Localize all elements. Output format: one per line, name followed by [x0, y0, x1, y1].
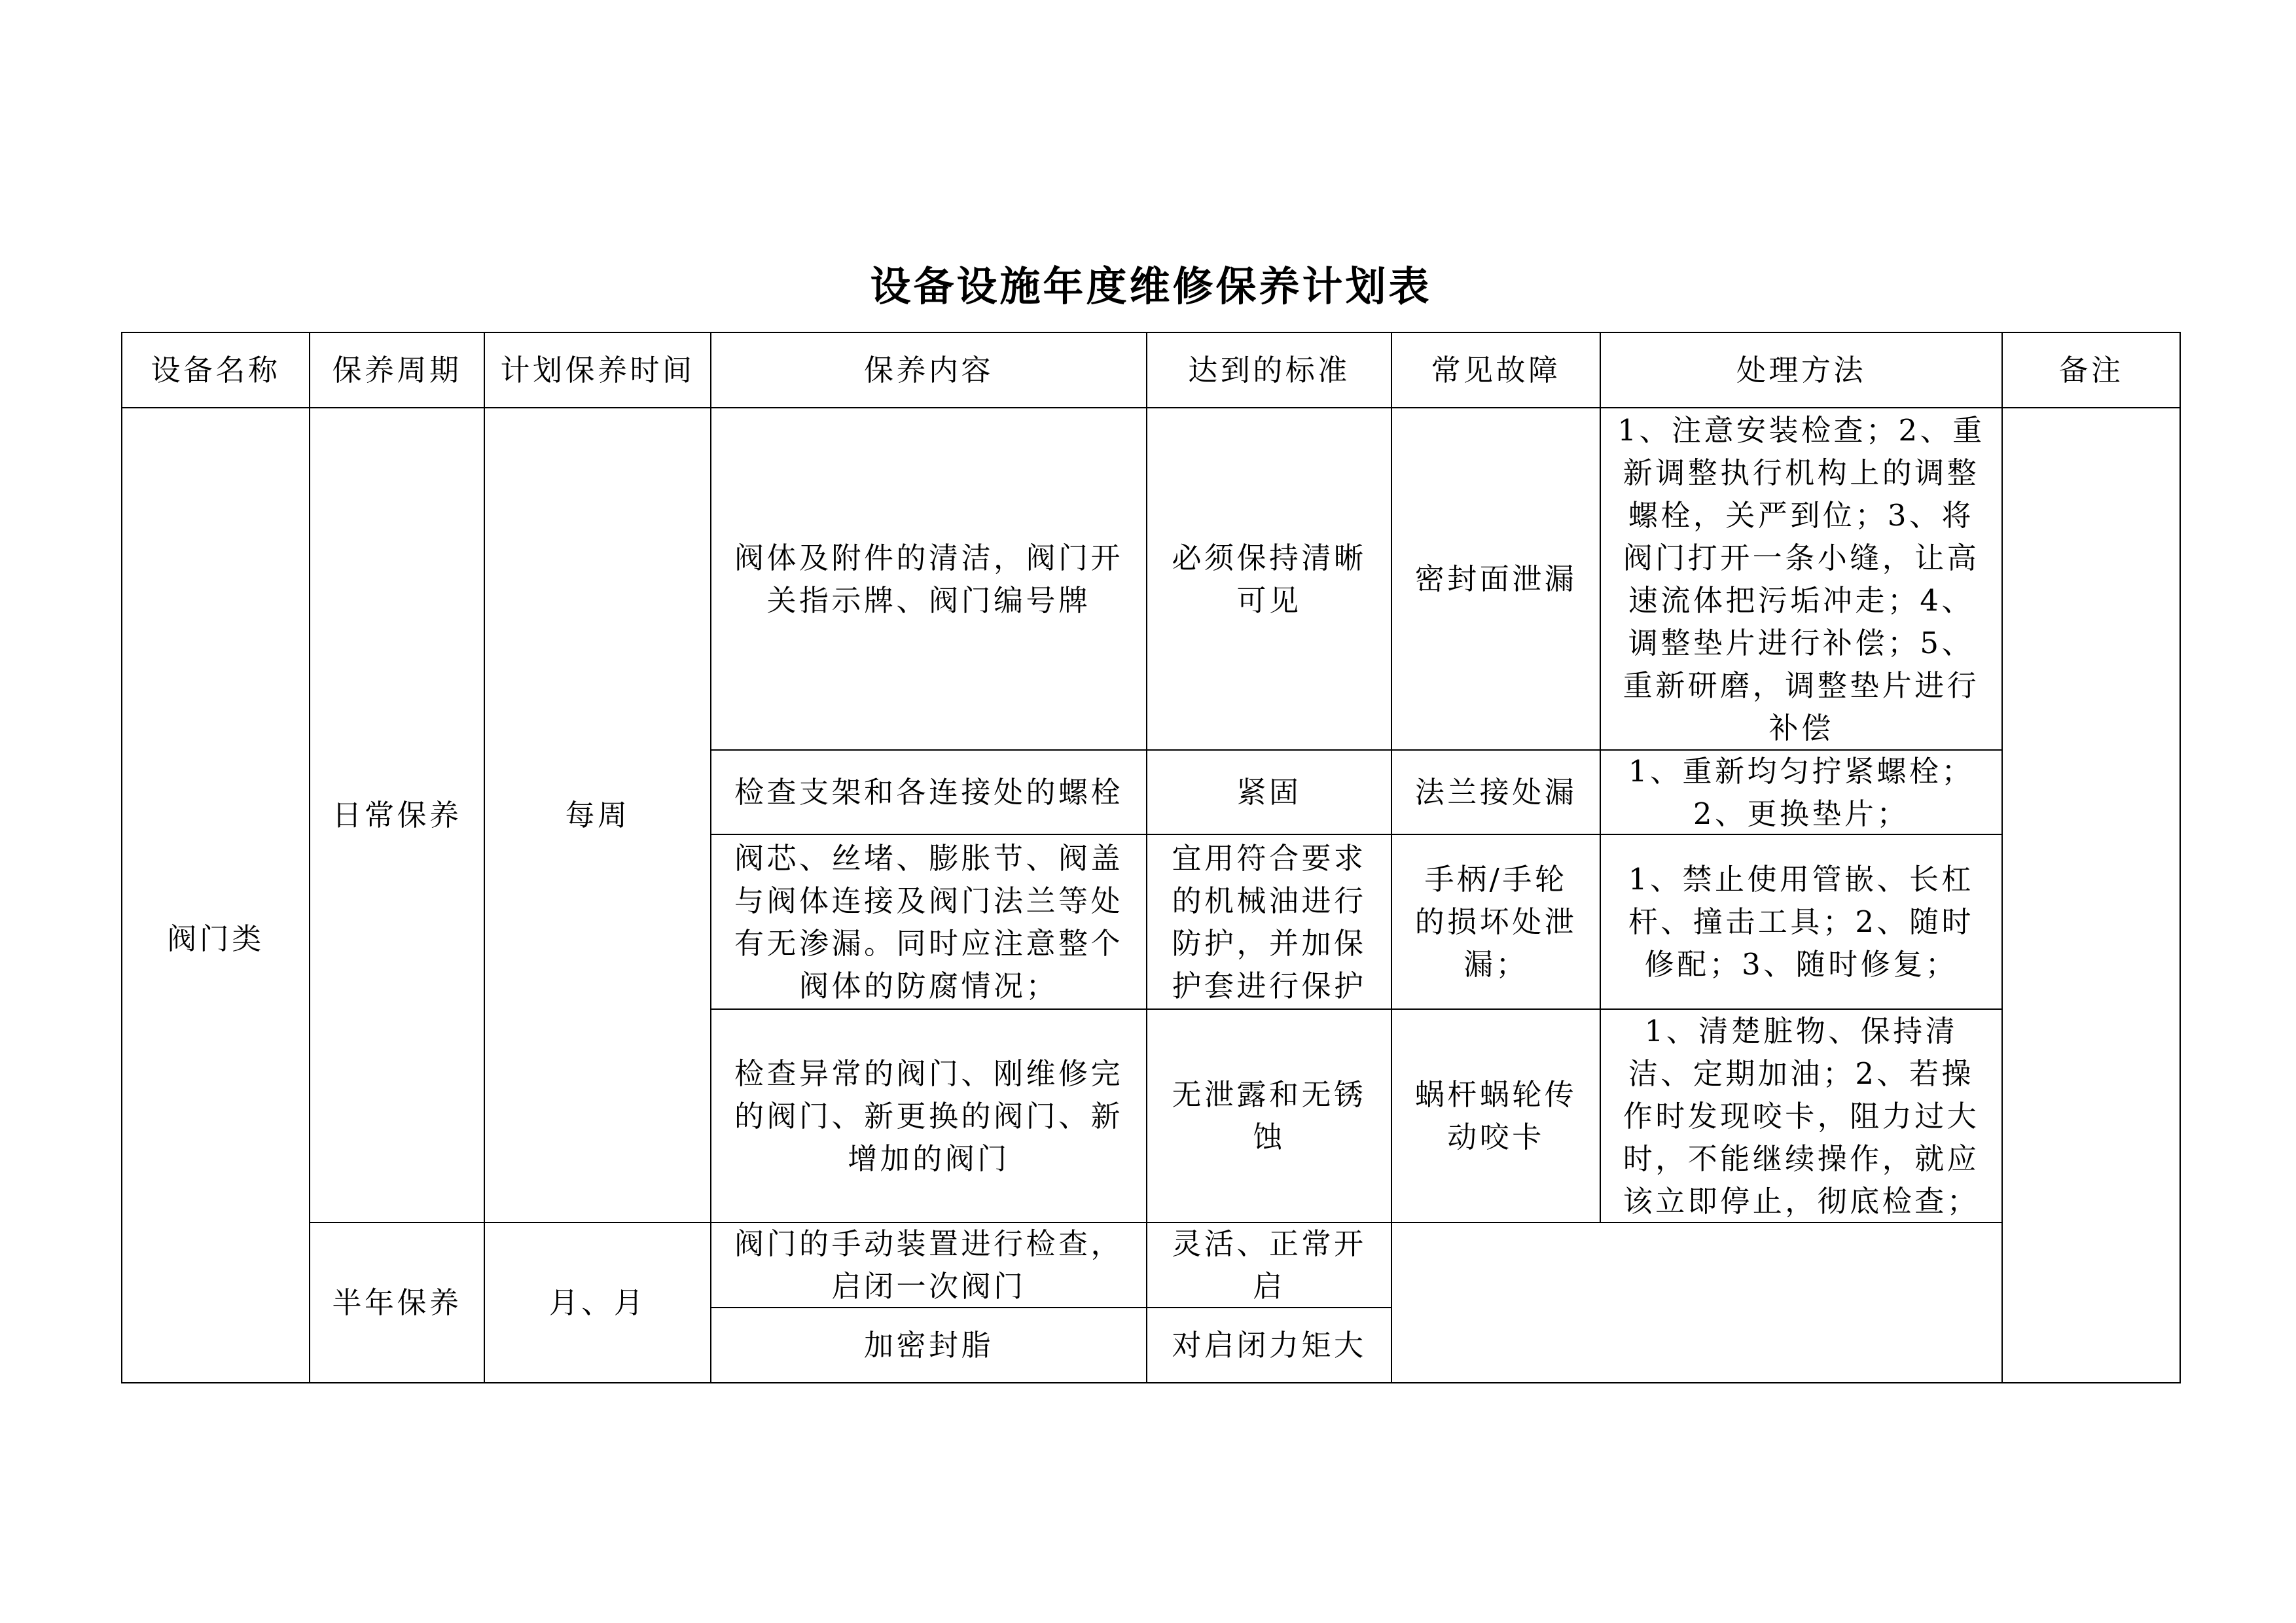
maintenance-cycle-cell: 半年保养: [309, 1222, 485, 1383]
standard-cell: 无泄露和无锈 蚀: [1146, 1008, 1392, 1223]
standard-cell: 对启闭力矩大: [1146, 1307, 1392, 1383]
treatment-method-cell: 1、清楚脏物、保持清 洁、定期加油；2、若操 作时发现咬卡，阻力过大 时，不能继续操作，就应 该立即停止，彻底检查；: [1600, 1008, 2003, 1223]
maintenance-content-cell: 检查异常的阀门、刚维修完 的阀门、新更换的阀门、新 增加的阀门: [710, 1008, 1147, 1223]
common-fault-cell: 密封面泄漏: [1391, 407, 1601, 751]
treatment-method-cell: 1、重新均匀拧紧螺栓； 2、更换垫片；: [1600, 749, 2003, 835]
header-common-fault: 常见故障: [1391, 332, 1601, 408]
maintenance-content-cell: 检查支架和各连接处的螺栓: [710, 749, 1147, 835]
header-planned-time: 计划保养时间: [484, 332, 711, 408]
maintenance-cycle-cell: 日常保养: [309, 407, 485, 1223]
header-remarks: 备注: [2001, 332, 2181, 408]
header-maintenance-content: 保养内容: [710, 332, 1147, 408]
maintenance-content-cell: 阀门的手动装置进行检查， 启闭一次阀门: [710, 1222, 1147, 1308]
empty-fault-method-cell: [1391, 1222, 2003, 1383]
treatment-method-cell: 1、禁止使用管嵌、长杠 杆、撞击工具；2、随时 修配；3、随时修复；: [1600, 834, 2003, 1010]
maintenance-content-cell: 加密封脂: [710, 1307, 1147, 1383]
header-equipment-name: 设备名称: [121, 332, 310, 408]
page-title: 设备设施年度维修保养计划表: [870, 262, 1432, 310]
standard-cell: 紧固: [1146, 749, 1392, 835]
header-treatment-method: 处理方法: [1600, 332, 2003, 408]
equipment-name-cell: 阀门类: [121, 407, 310, 1383]
standard-cell: 宜用符合要求 的机械油进行 防护，并加保 护套进行保护: [1146, 834, 1392, 1010]
common-fault-cell: 法兰接处漏: [1391, 749, 1601, 835]
maintenance-content-cell: 阀体及附件的清洁，阀门开 关指示牌、阀门编号牌: [710, 407, 1147, 751]
header-maintenance-cycle: 保养周期: [309, 332, 485, 408]
common-fault-cell: 蜗杆蜗轮传 动咬卡: [1391, 1008, 1601, 1223]
planned-time-cell: 月、月: [484, 1222, 711, 1383]
remarks-cell: [2001, 407, 2181, 1383]
treatment-method-cell: 1、注意安装检查；2、重 新调整执行机构上的调整 螺栓，关严到位；3、将 阀门打开一条小缝，让高 速流体把污垢冲走；4、 调整垫片进行补偿；5、 重新研磨，调整垫片进行 补偿: [1600, 407, 2003, 751]
standard-cell: 必须保持清晰 可见: [1146, 407, 1392, 751]
maintenance-plan-table: [121, 332, 2181, 1383]
planned-time-cell: 每周: [484, 407, 711, 1223]
maintenance-content-cell: 阀芯、丝堵、膨胀节、阀盖 与阀体连接及阀门法兰等处 有无渗漏。同时应注意整个 阀体的防腐情况；: [710, 834, 1147, 1010]
common-fault-cell: 手柄/手轮 的损坏处泄 漏；: [1391, 834, 1601, 1010]
header-standard: 达到的标准: [1146, 332, 1392, 408]
standard-cell: 灵活、正常开 启: [1146, 1222, 1392, 1308]
